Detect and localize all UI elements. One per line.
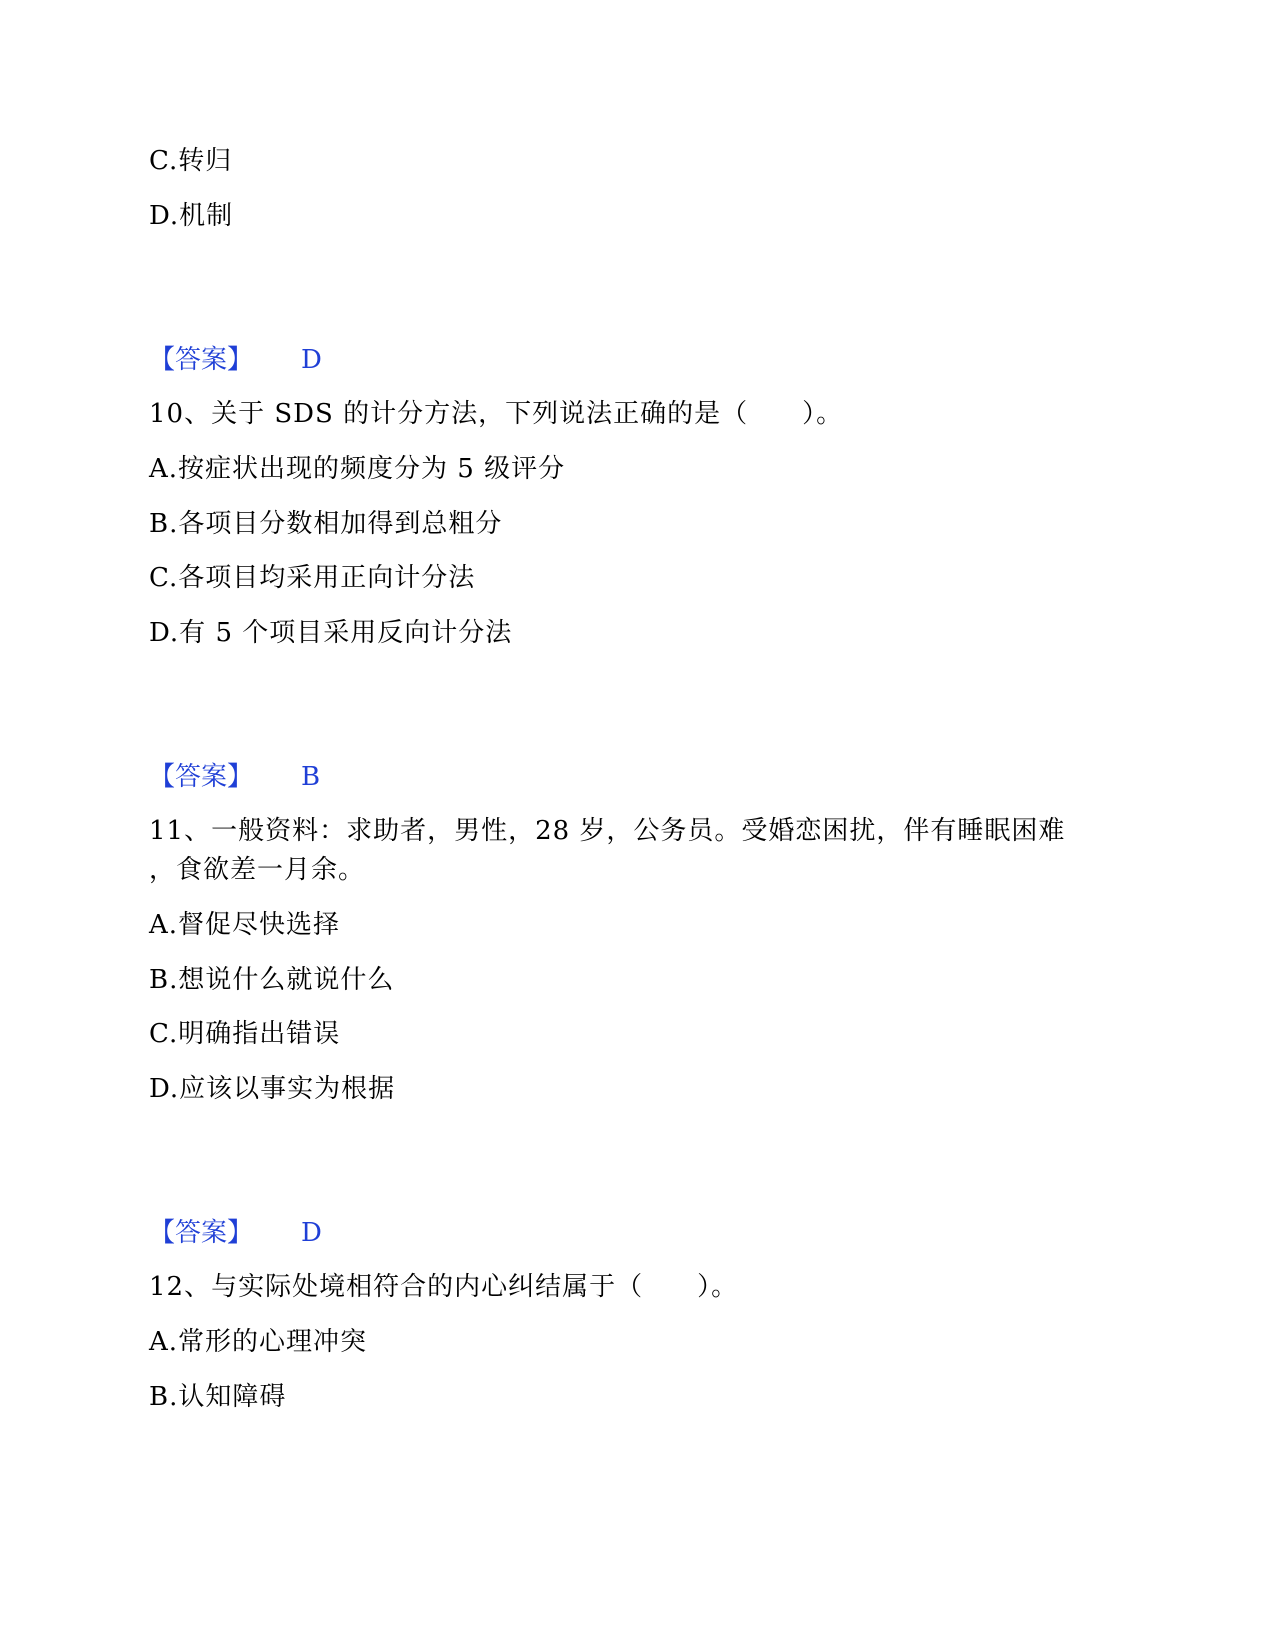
q10-question: 10、关于 SDS 的计分方法，下列说法正确的是（ ）。 — [149, 399, 844, 429]
answer-label: 【答案】 — [149, 762, 254, 792]
answer-label: 【答案】 — [149, 345, 254, 375]
answer-label: 【答案】 — [149, 1218, 254, 1248]
answer-value: D — [301, 1218, 322, 1248]
answer-value: B — [301, 762, 321, 792]
q11-question-line1: 11、一般资料：求助者，男性，28 岁，公务员。受婚恋困扰，伴有睡眠困难 — [149, 816, 1066, 846]
q11-option-c: C.明确指出错误 — [149, 1019, 341, 1049]
q12-option-a: A.常形的心理冲突 — [149, 1327, 368, 1357]
q11-option-d: D.应该以事实为根据 — [149, 1074, 396, 1104]
q11-question-line2: ，食欲差一月余。 — [149, 855, 366, 885]
q10-option-c: C.各项目均采用正向计分法 — [149, 563, 476, 593]
q10-answer — [149, 760, 320, 794]
q11-answer — [149, 1216, 322, 1250]
q11-option-a: A.督促尽快选择 — [149, 910, 341, 940]
q10-option-a: A.按症状出现的频度分为 5 级评分 — [149, 454, 566, 484]
q12-question: 12、与实际处境相符合的内心纠结属于（ ）。 — [149, 1272, 739, 1302]
q9-answer — [149, 343, 322, 377]
q9-option-d: D.机制 — [149, 201, 234, 231]
q10-option-d: D.有 5 个项目采用反向计分法 — [149, 618, 513, 648]
q12-option-b: B.认知障碍 — [149, 1382, 287, 1412]
q9-option-c: C.转归 — [149, 146, 233, 176]
q10-option-b: B.各项目分数相加得到总粗分 — [149, 509, 503, 539]
answer-value: D — [301, 345, 322, 375]
q11-option-b: B.想说什么就说什么 — [149, 965, 395, 995]
